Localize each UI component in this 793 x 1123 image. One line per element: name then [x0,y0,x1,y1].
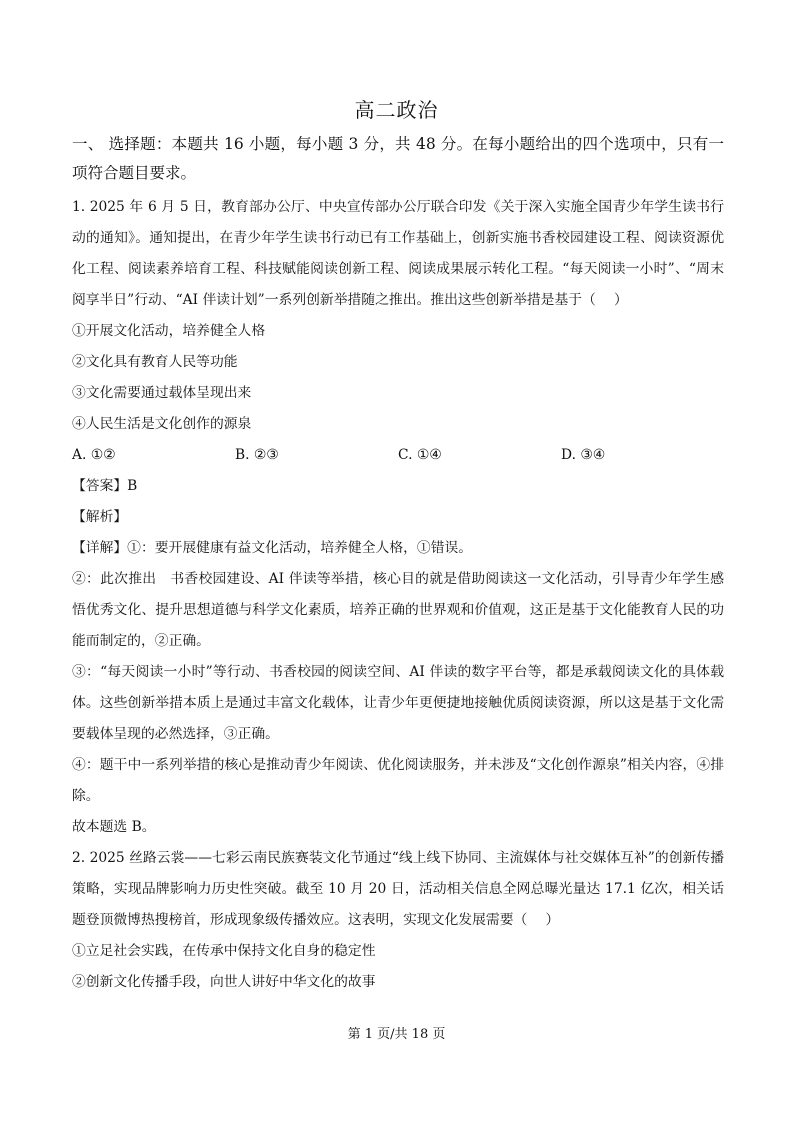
q1-choices [72,440,724,471]
q1-detail-1: 【详解】①：要开展健康有益文化活动，培养健全人格，①错误。 [72,540,473,556]
q2-option-2: ②创新文化传播手段，向世人讲好中华文化的故事 [72,974,376,990]
q1-option-1: ①开展文化活动，培养健全人格 [72,323,266,339]
q1-option-4: ④人民生活是文化创作的源泉 [72,416,252,432]
page-footer: 第 1 页/共 18 页 [347,1027,446,1042]
question-1-stem: 1. 2025 年 6 月 5 日，教育部办公厅、中央宣传部办公厅联合印发《关于深入实施全国青少年学生读书行动的通知》。通知提出，在青少年学生读书行动已有工作基础上，创新实施书香校园建设工程、阅读资源优化工程、阅读素养培育工程、科技赋能阅读创新工程、阅读成果展示转化工程。“每天阅读一小时”、“周末阅享半日”行动、“AI 伴读计划”一系列创新举措随之推出。推出这些创新举措是基于（ ） [72,199,724,308]
q1-choice-d: D. ③④ [561,447,606,463]
q1-choice-a: A. ①② [72,447,116,463]
q1-choice-c: C. ①④ [398,447,442,463]
q1-option-2: ②文化具有教育人民等功能 [72,354,238,370]
q1-detail-2: ②：此次推出 书香校园建设、AI 伴读等举措，核心目的就是借助阅读这一文化活动，引导青少年学生感悟优秀文化、提升思想道德与科学文化素质，培养正确的世界观和价值观，这正是基于文化能教育人民的功能而制定的，②正确。 [72,571,724,649]
q2-option-1: ①立足社会实践，在传承中保持文化自身的稳定性 [72,943,376,959]
section-heading: 一、 选择题：本题共 16 小题，每小题 3 分，共 48 分。在每小题给出的四个选项中，只有一项符合题目要求。 [72,135,724,182]
question-2-stem: 2. 2025 丝路云裳——七彩云南民族赛装文化节通过“线上线下协同、主流媒体与社交媒体互补”的创新传播策略，实现品牌影响力历史性突破。截至 10 月 20 日，活动相关信息全网总曝光量达 17.1 亿次，相关话题登顶微博热搜榜首，形成现象级传播效应。这表明，实现文化发展需要（ ） [72,850,724,928]
q1-detail-3: ③：“每天阅读一小时”等行动、书香校园的阅读空间、AI 伴读的数字平台等，都是承载阅读文化的具体载体。这些创新举措本质上是通过丰富文化载体，让青少年更便捷地接触优质阅读资源，所以这是基于文化需要载体呈现的必然选择，③正确。 [72,664,724,742]
q1-answer: 【答案】B [72,478,138,494]
q1-analysis-label: 【解析】 [72,509,128,525]
q1-choice-b: B. ②③ [235,447,279,463]
page-title: 高二政治 [354,98,439,122]
q1-detail-4: ④：题干中一系列举措的核心是推动青少年阅读、优化阅读服务，并未涉及“文化创作源泉”相关内容，④排除。 [72,757,724,804]
page-content [72,130,724,998]
q1-conclusion: 故本题选 B。 [72,819,156,835]
q1-option-3: ③文化需要通过载体呈现出来 [72,385,252,401]
